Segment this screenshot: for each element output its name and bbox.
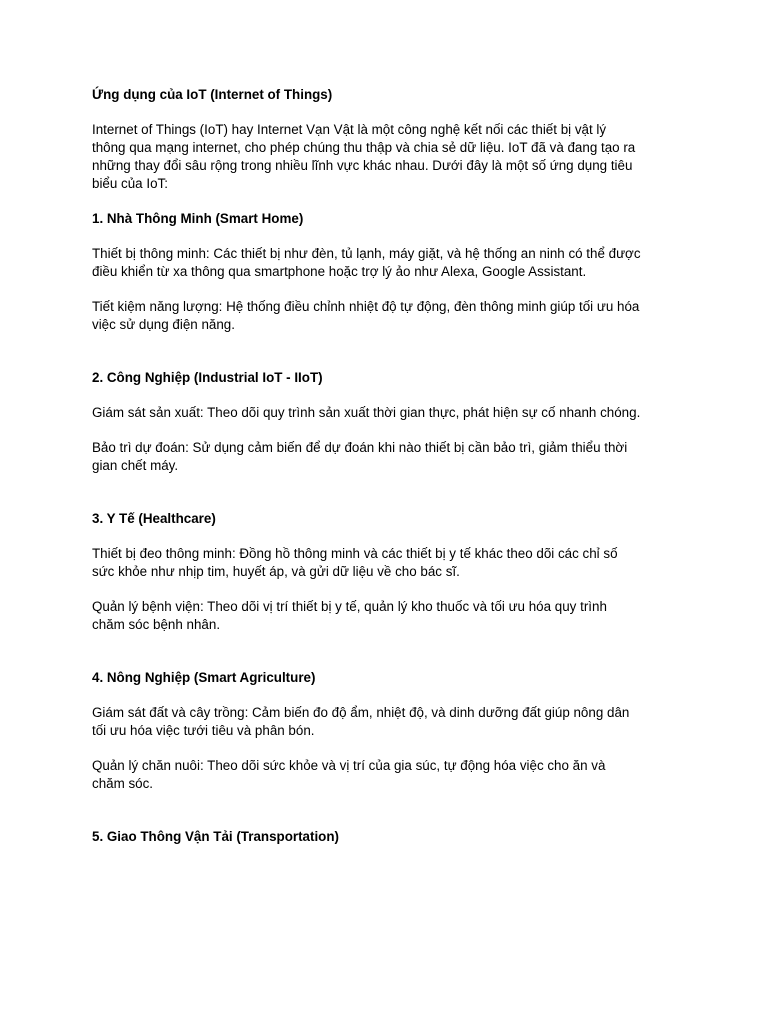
section-industrial-iot bbox=[92, 369, 692, 475]
paragraph-line: việc sử dụng điện năng. bbox=[92, 317, 235, 332]
section-paragraph bbox=[92, 298, 692, 334]
paragraph-line: sức khỏe như nhịp tim, huyết áp, và gửi dữ liệu về cho bác sĩ. bbox=[92, 564, 460, 579]
paragraph-line: chăm sóc bệnh nhân. bbox=[92, 617, 221, 632]
section-paragraph bbox=[92, 598, 692, 634]
intro-line: thông qua mạng internet, cho phép chúng thu thập và chia sẻ dữ liệu. IoT đã và đang tạo ra bbox=[92, 140, 636, 155]
paragraph-line: Bảo trì dự đoán: Sử dụng cảm biến để dự đoán khi nào thiết bị cần bảo trì, giảm thiểu thời bbox=[92, 440, 628, 455]
section-healthcare bbox=[92, 510, 692, 634]
intro-line: Internet of Things (IoT) hay Internet Vạn Vật là một công nghệ kết nối các thiết bị vật lý bbox=[92, 122, 607, 137]
paragraph-line: Tiết kiệm năng lượng: Hệ thống điều chỉnh nhiệt độ tự động, đèn thông minh giúp tối ưu hóa bbox=[92, 299, 640, 314]
paragraph-line: Thiết bị thông minh: Các thiết bị như đèn, tủ lạnh, máy giặt, và hệ thống an ninh có thể được bbox=[92, 246, 641, 261]
section-heading: 2. Công Nghiệp (Industrial IoT - IIoT) bbox=[92, 370, 323, 385]
section-paragraph bbox=[92, 757, 692, 793]
paragraph-line: điều khiển từ xa thông qua smartphone hoặc trợ lý ảo như Alexa, Google Assistant. bbox=[92, 264, 587, 279]
paragraph-line: tối ưu hóa việc tưới tiêu và phân bón. bbox=[92, 723, 315, 738]
document-title: Ứng dụng của IoT (Internet of Things) bbox=[92, 87, 333, 102]
paragraph-line: Thiết bị đeo thông minh: Đồng hồ thông minh và các thiết bị y tế khác theo dõi các chỉ số bbox=[92, 546, 618, 561]
section-paragraph bbox=[92, 245, 692, 281]
section-heading: 1. Nhà Thông Minh (Smart Home) bbox=[92, 211, 304, 226]
section-paragraph bbox=[92, 545, 692, 581]
intro-line: những thay đổi sâu rộng trong nhiều lĩnh vực khác nhau. Dưới đây là một số ứng dụng tiêu bbox=[92, 158, 633, 173]
paragraph-line: chăm sóc. bbox=[92, 776, 154, 791]
section-heading: 3. Y Tế (Healthcare) bbox=[92, 511, 216, 526]
paragraph-line: Quản lý chăn nuôi: Theo dõi sức khỏe và vị trí của gia súc, tự động hóa việc cho ăn và bbox=[92, 758, 606, 773]
section-paragraph bbox=[92, 404, 692, 422]
intro-line: biểu của IoT: bbox=[92, 176, 168, 191]
section-paragraph bbox=[92, 439, 692, 475]
section-transportation bbox=[92, 828, 692, 846]
paragraph-line: Giám sát đất và cây trồng: Cảm biến đo độ ẩm, nhiệt độ, và dinh dưỡng đất giúp nông dân bbox=[92, 705, 630, 720]
document-page bbox=[92, 86, 692, 846]
paragraph-line: Giám sát sản xuất: Theo dõi quy trình sản xuất thời gian thực, phát hiện sự cố nhanh chóng. bbox=[92, 405, 641, 420]
paragraph-line: gian chết máy. bbox=[92, 458, 179, 473]
section-smart-agriculture bbox=[92, 669, 692, 793]
section-smart-home bbox=[92, 210, 692, 334]
intro-paragraph bbox=[92, 121, 692, 193]
section-heading: 4. Nông Nghiệp (Smart Agriculture) bbox=[92, 670, 316, 685]
paragraph-line: Quản lý bệnh viện: Theo dõi vị trí thiết bị y tế, quản lý kho thuốc và tối ưu hóa quy trình bbox=[92, 599, 607, 614]
section-heading: 5. Giao Thông Vận Tải (Transportation) bbox=[92, 829, 339, 844]
section-paragraph bbox=[92, 704, 692, 740]
